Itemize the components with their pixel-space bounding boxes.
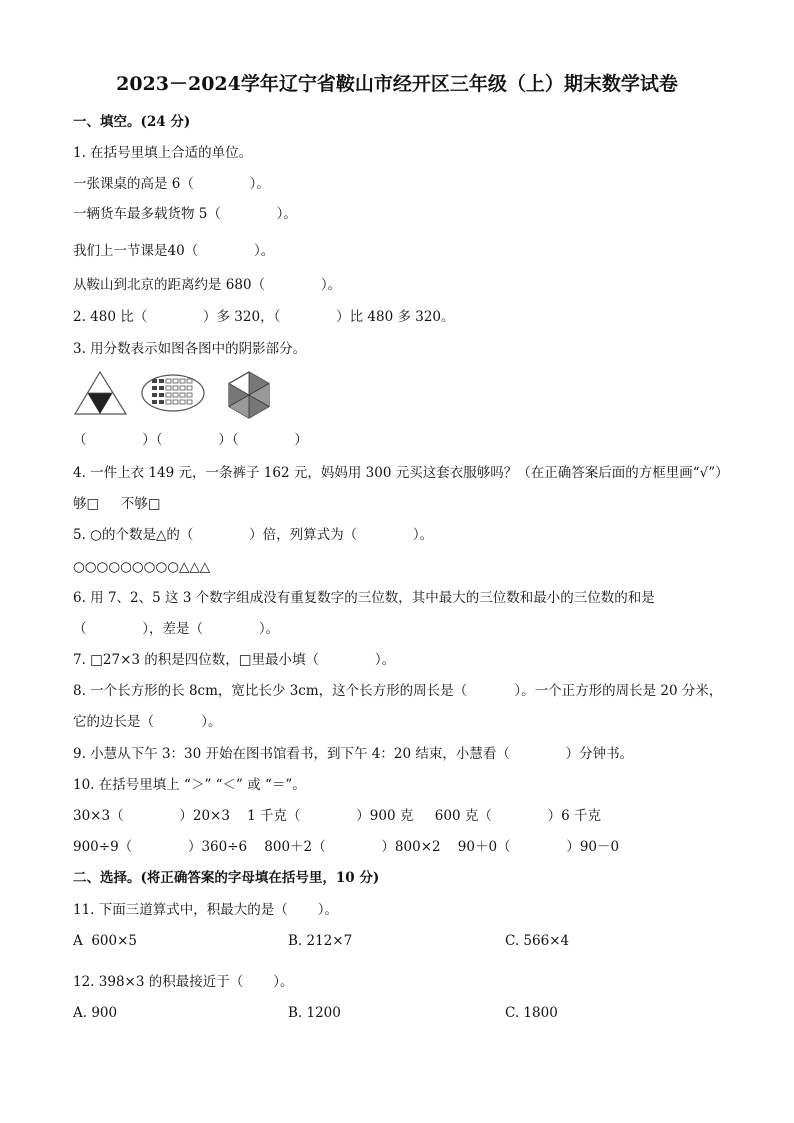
q10-stem: 10. 在括号里填上 “＞” “＜” 或 “＝”。 <box>73 777 306 793</box>
q3-figures-svg <box>73 370 293 420</box>
q12-option-b: B. 1200 <box>288 1005 341 1021</box>
hexagon-figure <box>229 372 269 418</box>
q9-text: 9. 小慧从下午 3：30 开始在图书馆看书，到下午 4：20 结束，小慧看（ ）分钟书。 <box>73 746 634 762</box>
q5-stem: 5. ○的个数是△的（ ）倍，列算式为（ ）。 <box>73 527 434 543</box>
q12-option-c: C. 1800 <box>505 1005 558 1021</box>
section-fill-in-title: 一、填空。(24 分) <box>73 114 191 130</box>
q3-stem: 3. 用分数表示如图各图中的阴影部分。 <box>73 341 307 357</box>
q11-stem: 11. 下面三道算式中，积最大的是（ ）。 <box>73 902 339 918</box>
q6-continuation: （ ），差是（ ）。 <box>73 621 280 637</box>
q10-row-1: 30×3（ ）20×3 1 千克（ ）900 克 600 克（ ）6 千克 <box>73 808 602 824</box>
ellipse-grid-figure <box>142 375 204 411</box>
q2-text: 2. 480 比（ ）多 320，（ ）比 480 多 320。 <box>73 309 455 325</box>
triangle-figure <box>75 372 126 414</box>
q3-figures <box>73 370 293 420</box>
q4-stem: 4. 一件上衣 149 元，一条裤子 162 元，妈妈用 300 元买这套衣服够吗？（在正确答案后面的方框里画“√”） <box>73 465 729 481</box>
q12-option-a: A. 900 <box>73 1005 118 1021</box>
q5-shapes: ○○○○○○○○○△△△ <box>73 559 211 575</box>
q1-item-b: 一辆货车最多载货物 5（ ）。 <box>73 206 297 222</box>
q1-item-d: 从鞍山到北京的距离约是 680（ ）。 <box>73 277 342 293</box>
q11-option-a: A 600×5 <box>73 933 137 949</box>
q10-row-2: 900÷9（ ）360÷6 800＋2（ ）800×2 90＋0（ ）90－0 <box>73 839 620 855</box>
q12-stem: 12. 398×3 的积最接近于（ ）。 <box>73 974 294 990</box>
section-choice-title: 二、选择。(将正确答案的字母填在括号里，10 分) <box>73 870 380 886</box>
q11-option-b: B. 212×7 <box>288 933 353 949</box>
q6-stem: 6. 用 7、2、5 这 3 个数字组成没有重复数字的三位数，其中最大的三位数和最小的三位数的和是 <box>73 590 655 606</box>
q8-stem: 8. 一个长方形的长 8cm，宽比长少 3cm，这个长方形的周长是（ ）。一个正方形的周长是 20 分米， <box>73 683 723 699</box>
q1-item-c: 我们上一节课是40（ ）。 <box>73 243 275 259</box>
q8-continuation: 它的边长是（ ）。 <box>73 714 222 730</box>
q1-item-a: 一张课桌的高是 6（ ）。 <box>73 176 270 192</box>
q11-option-c: C. 566×4 <box>505 933 570 949</box>
q4-options: 够□ 不够□ <box>73 496 161 512</box>
q1-stem: 1. 在括号里填上合适的单位。 <box>73 145 253 161</box>
q7-text: 7. □27×3 的积是四位数，□里最小填（ ）。 <box>73 652 396 668</box>
q3-answer-blanks: （ ）（ ）（ ） <box>73 432 308 448</box>
page-title: 2023－2024学年辽宁省鞍山市经开区三年级（上）期末数学试卷 <box>116 73 678 95</box>
